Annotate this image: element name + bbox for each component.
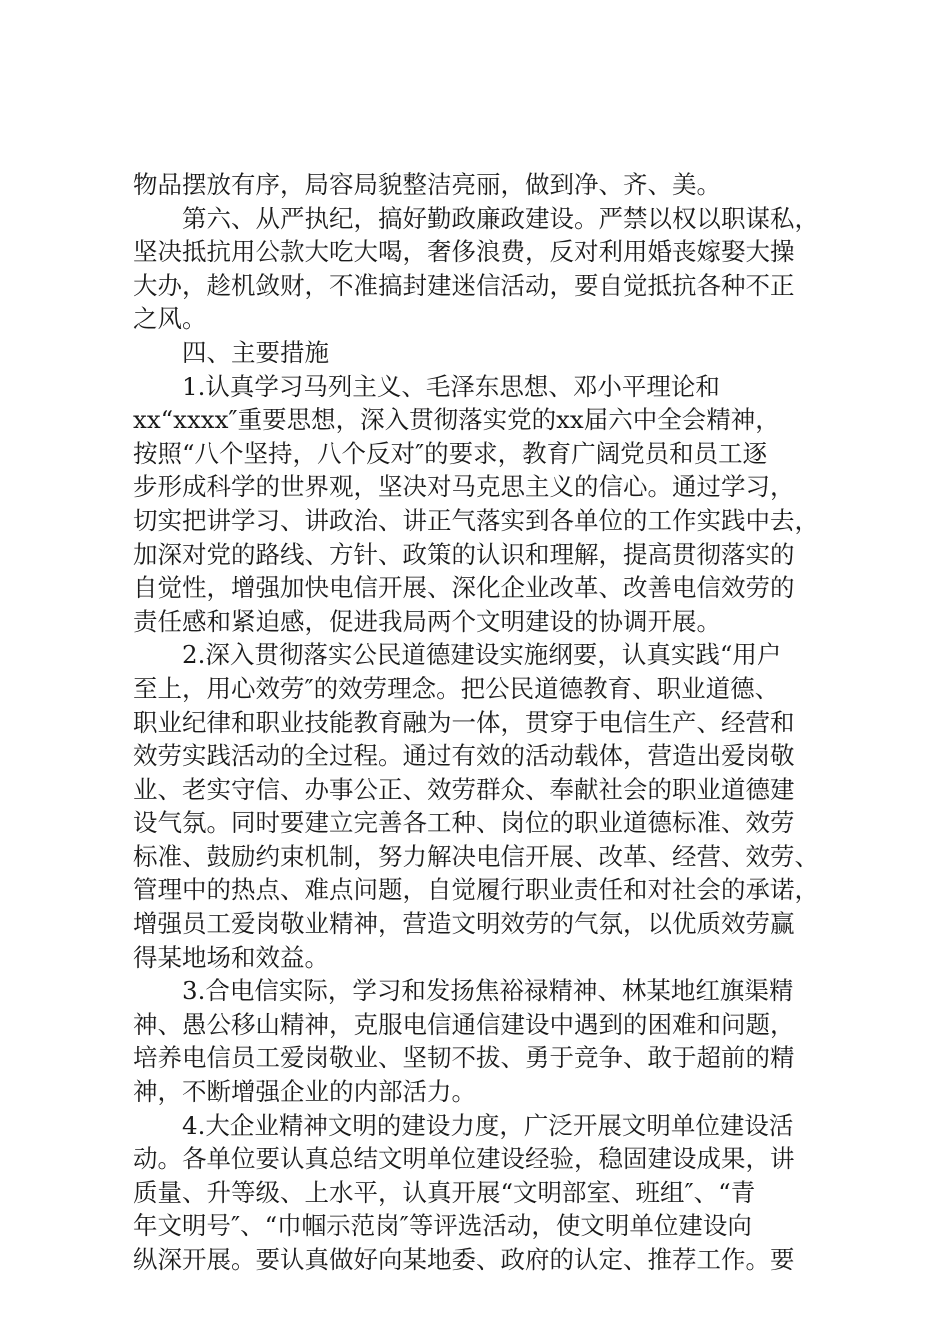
text-line: 3.合电信实际，学习和发扬焦裕禄精神、林某地红旗渠精: [182, 976, 794, 1006]
text-line: 标准、鼓励约束机制，努力解决电信开展、改革、经营、效劳、: [133, 841, 819, 871]
text-line: 四、主要措施: [182, 337, 329, 367]
text-line: 按照“八个坚持，八个反对″的要求，教育广阔党员和员工逐: [133, 438, 768, 468]
text-line: 坚决抵抗用公款大吃大喝，奢侈浪费，反对利用婚丧嫁娶大操: [133, 237, 795, 267]
text-line: 1.认真学习马列主义、毛泽东思想、邓小平理论和: [182, 371, 720, 401]
text-line: 大办，趁机敛财，不准搞封建迷信活动，要自觉抵抗各种不正: [133, 270, 795, 300]
text-line: 自觉性，增强加快电信开展、深化企业改革、改善电信效劳的: [133, 573, 795, 603]
text-line: 效劳实践活动的全过程。通过有效的活动载体，营造出爱岗敬: [133, 741, 795, 771]
text-line: 步形成科学的世界观，坚决对马克思主义的信心。通过学习，: [133, 472, 795, 502]
text-line: 加深对党的路线、方针、政策的认识和理解，提高贯彻落实的: [133, 539, 795, 569]
text-line: 质量、升等级、上水平，认真开展“文明部室、班组″、“青: [133, 1177, 756, 1207]
text-line: 年文明号″、“巾帼示范岗″等评选活动，使文明单位建设向: [133, 1211, 752, 1241]
document-body: [133, 168, 833, 1277]
text-line: 管理中的热点、难点问题，自觉履行职业责任和对社会的承诺，: [133, 875, 819, 905]
text-line: 神，不断增强企业的内部活力。: [133, 1077, 476, 1107]
text-line: 动。各单位要认真总结文明单位建设经验，稳固建设成果，讲: [133, 1144, 795, 1174]
text-line: 之风。: [133, 304, 207, 334]
text-line: 切实把讲学习、讲政治、讲正气落实到各单位的工作实践中去，: [133, 505, 819, 535]
text-line: 至上，用心效劳″的效劳理念。把公民道德教育、职业道德、: [133, 673, 780, 703]
text-line: 增强员工爱岗敬业精神，营造文明效劳的气氛，以优质效劳赢: [133, 909, 795, 939]
text-line: 第六、从严执纪，搞好勤政廉政建设。严禁以权以职谋私，: [182, 203, 819, 233]
text-line: 神、愚公移山精神，克服电信通信建设中遇到的困难和问题，: [133, 1009, 795, 1039]
text-line: 物品摆放有序，局容局貌整洁亮丽，做到净、齐、美。: [133, 170, 721, 199]
text-line: 设气氛。同时要建立完善各工种、岗位的职业道德标准、效劳: [133, 808, 795, 838]
text-line: 培养电信员工爱岗敬业、坚韧不拔、勇于竞争、敢于超前的精: [133, 1043, 795, 1073]
text-line: 4.大企业精神文明的建设力度，广泛开展文明单位建设活: [182, 1110, 794, 1140]
text-line: 得某地场和效益。: [133, 942, 329, 972]
text-line: 2.深入贯彻落实公民道德建设实施纲要，认真实践“用户: [182, 640, 782, 670]
text-line: 职业纪律和职业技能教育融为一体，贯穿于电信生产、经营和: [133, 707, 795, 737]
text-line: 责任感和紧迫感，促进我局两个文明建设的协调开展。: [133, 606, 721, 636]
text-line: 纵深开展。要认真做好向某地委、政府的认定、推荐工作。要: [133, 1245, 795, 1274]
text-line: 业、老实守信、办事公正、效劳群众、奉献社会的职业道德建: [133, 774, 795, 804]
text-line: xx“xxxx″重要思想，深入贯彻落实党的xx届六中全会精神，: [133, 405, 780, 435]
